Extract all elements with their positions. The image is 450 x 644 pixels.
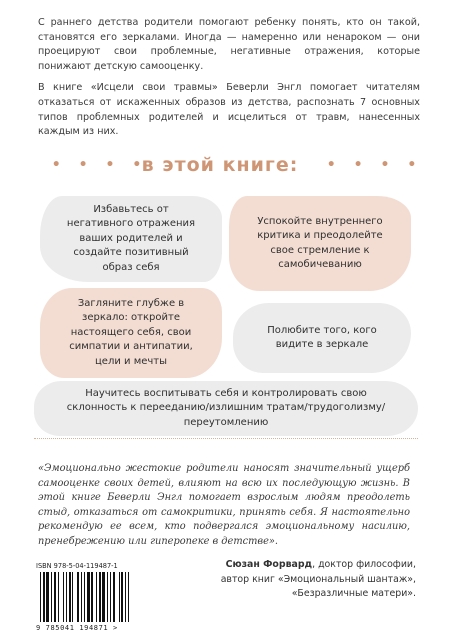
barcode-bars [40,572,144,622]
author-books-line-2: «Безразличные матери». [291,588,416,599]
intro-paragraph-1: С раннего детства родители помогают ребенку понять, кто он такой, становятся его зеркалами. Иногда — намеренно или ненароком — они проецируют свои проблемные, негативные отражения, которые понижают детскую самооценку. [38,17,420,72]
barcode-bar [40,572,41,622]
author-books-line-1: автор книг «Эмоциональный шантаж», [220,573,416,585]
barcode-bar [54,572,56,622]
benefit-text-2: Успокойте внутреннего критика и преодолейте свое стремление к самобичеванию [257,215,383,270]
decorative-dots-left: • • • • [52,157,147,173]
benefit-text-4: Полюбите того, кого видите в зеркале [267,324,377,350]
barcode-bar [110,572,111,622]
barcode-bar [107,572,108,622]
barcode-digits: 9 785041 194871 > [36,624,118,632]
benefit-blob-2 [229,196,411,291]
barcode-bar [69,572,71,622]
barcode-bar [43,572,45,622]
benefit-text-1: Избавьтесь от негативного отражения ваших родителей и создайте позитивный образ себя [66,203,196,273]
section-heading-text: в этой книге: [141,154,299,176]
barcode-bar [99,572,101,622]
section-divider [34,438,418,439]
barcode-bar [125,572,126,622]
author-name: Сюзан Форвард [225,559,313,570]
intro-paragraph-2: В книге «Исцели свои травмы» Беверли Энгл помогает читателям отказаться от искаженных образов из детства, распознать 7 основных типов проблемных родителей и исцелиться от травм, нанесенных каждым из них. [38,82,420,138]
benefit-text-3: Загляните глубже в зеркало: откройте настоящего себя, свои симпатии и антипатии, цели и мечты [69,297,193,367]
barcode-bar [84,572,85,622]
barcode-bar [51,572,52,622]
barcode-bar [87,572,90,622]
benefit-blob-1 [40,196,222,282]
barcode-bar [66,572,67,622]
barcode-bar [113,572,115,622]
benefit-blob-4 [233,303,411,373]
intro-text [38,16,420,147]
barcode-bar [63,572,64,622]
barcode-bar [96,572,97,622]
endorsement-author [116,558,416,602]
barcode-bar [119,572,120,622]
benefit-text-5: Научитесь воспитывать себя и контролировать свою склонность к перееданию/излишним тратам/трудоголизму/переутомлению [66,387,386,428]
barcode-bar [102,572,105,622]
barcode-bar [77,572,79,622]
benefit-blob-3 [40,288,222,378]
author-degree: , доктор философии, [312,559,416,570]
barcode-bar [121,572,123,622]
section-heading [0,154,450,178]
isbn-label: ISBN 978-5-04-119487-1 [36,562,118,570]
barcode-bar [46,572,49,622]
barcode-bar [91,572,93,622]
barcode-bar [72,572,73,622]
benefit-blob-5 [34,381,418,436]
barcode-bar [58,572,59,622]
barcode-bar [81,572,82,622]
barcode-bar [128,572,129,622]
decorative-dots-right: • • • • [327,157,422,173]
endorsement-quote: «Эмоционально жестокие родители наносят значительный ущерб самооценке своих детей, влияют на всю их последующую жизнь. В этой книге Беверли Энгл помогает взрослым людям преодолеть стыд, отказаться от самокритики, принять себя. Я настоятельно рекомендую ее всем, кто подвергался эмоциональному насилию, пренебрежению или гиперопеке в детстве». [38,463,410,547]
barcode [36,562,146,634]
